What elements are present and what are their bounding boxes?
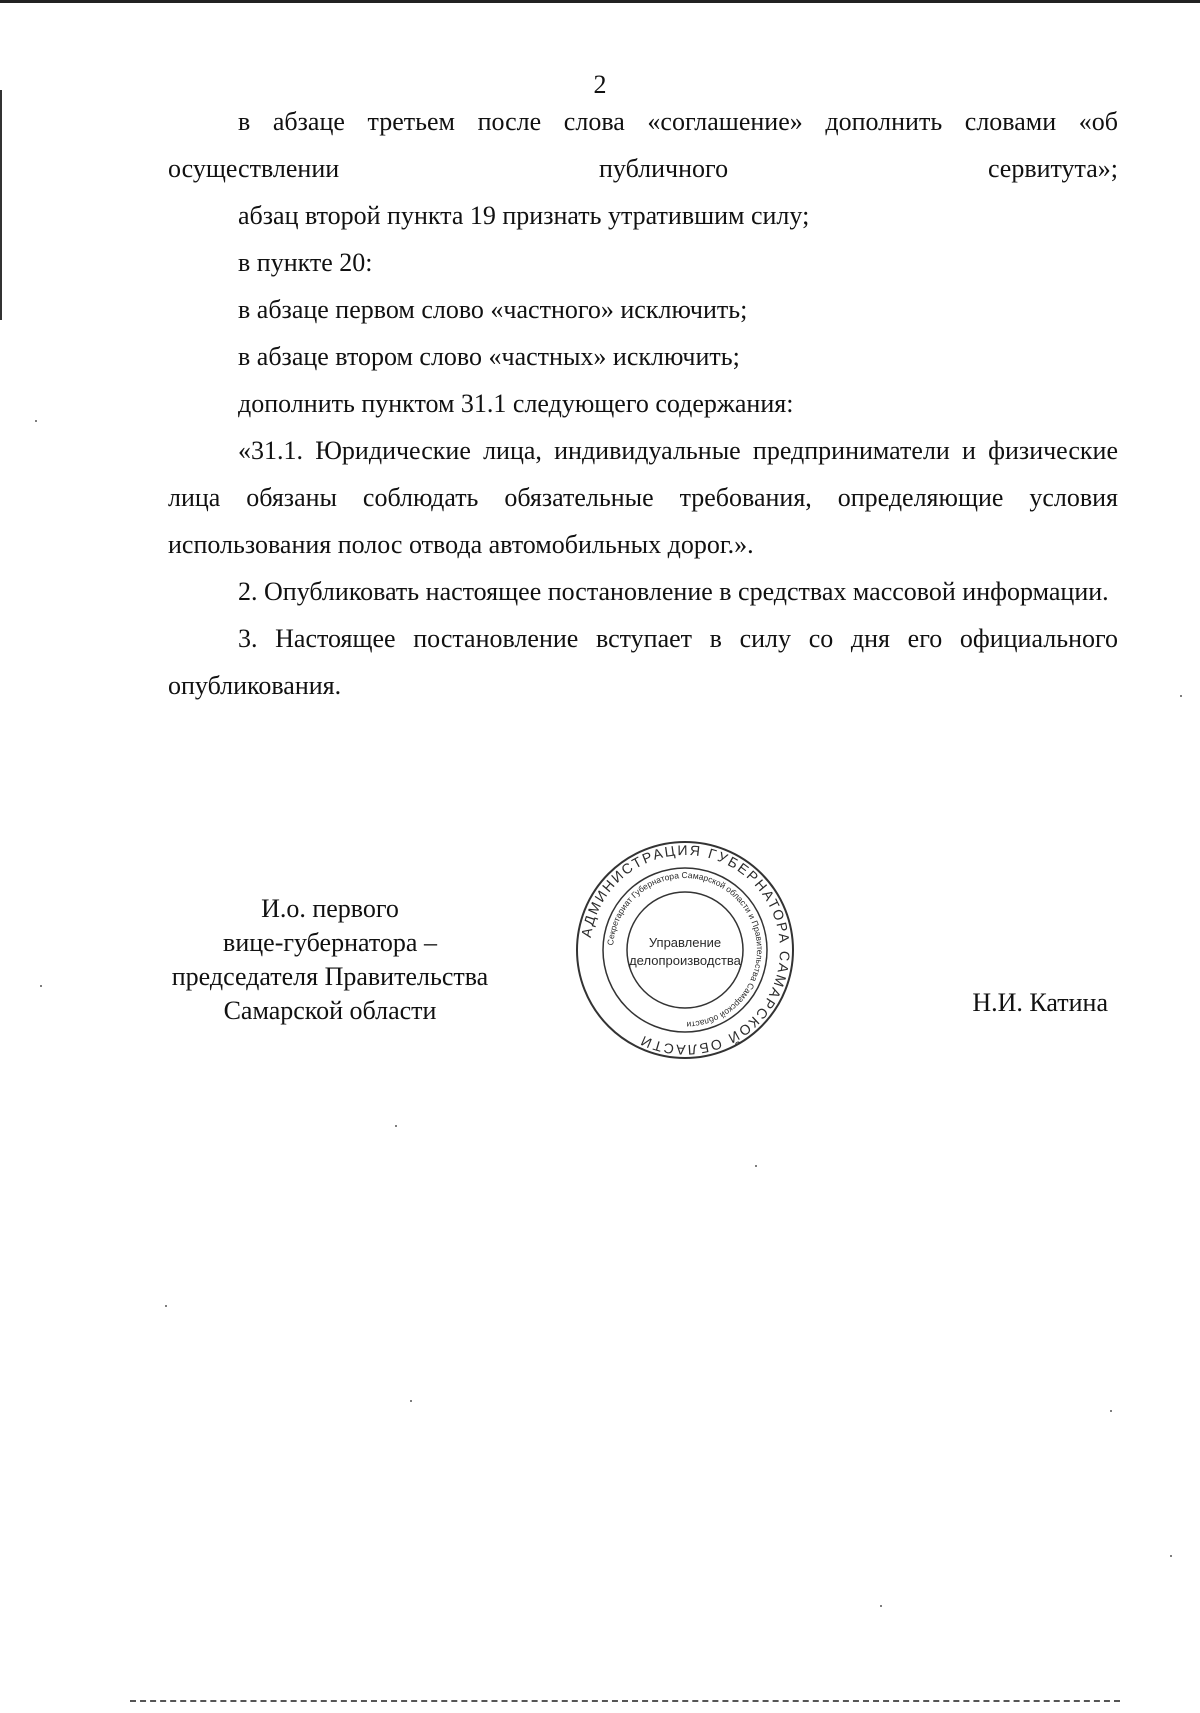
signatory-title-line: председателя Правительства [171,962,489,991]
scan-speck [880,1605,882,1607]
paragraph: в пункте 20: [238,248,373,277]
scan-speck [1180,695,1182,697]
paragraph: 2. Опубликовать настоящее постановление в средствах массовой информации. [238,577,1109,606]
signatory-title-line: И.о. первого [261,894,399,923]
signatory-title-line: вице-губернатора – [223,928,437,957]
page-bottom-edge [130,1700,1120,1702]
scan-speck [165,1305,167,1307]
seal-graphic [570,835,800,1065]
signer-name: Н.И. Катина [972,988,1108,1017]
seal-inner-ring-text: Секретариат Губернатора Самарской области и Правительства Самарской области [605,869,766,1031]
page-number: 2 [593,70,607,99]
paragraph: «31.1. Юридические лица, индивидуальные предприниматели и физические лица обязаны соблюдать обязательные требования, определяющие условия использования полос отвода автомобильных дорог.». [168,436,1118,559]
seal-center-line: Управление [648,935,722,950]
scan-speck [40,985,42,987]
seal-outer-text: АДМИНИСТРАЦИЯ ГУБЕРНАТОРА САМАРСКОЙ ОБЛАСТИ [577,841,794,1059]
paragraph: в абзаце втором слово «частных» исключить; [238,342,740,371]
paragraph: в абзаце третьем после слова «соглашение» дополнить словами «об осуществлении публичного сервитута»; [168,107,1118,183]
scan-speck [1170,1555,1172,1557]
scan-speck [410,1400,412,1402]
scan-speck [35,420,37,422]
seal-inner-circle [627,892,743,1008]
signatory-title [140,892,520,1028]
seal-center-line: делопроизводства [629,953,741,968]
signatory-title-line: Самарской области [223,996,437,1025]
paragraph: абзац второй пункта 19 признать утратившим силу; [238,201,810,230]
document-body [168,98,1118,709]
scan-speck [1110,1410,1112,1412]
official-seal [570,835,800,1065]
scan-speck [755,1165,757,1167]
paragraph: дополнить пунктом 31.1 следующего содержания: [238,389,794,418]
scan-speck [395,1125,397,1127]
page-left-edge [0,90,2,320]
paragraph: в абзаце первом слово «частного» исключить; [238,295,748,324]
page-top-edge [0,0,1200,3]
paragraph: 3. Настоящее постановление вступает в силу со дня его официального опубликования. [168,624,1118,700]
